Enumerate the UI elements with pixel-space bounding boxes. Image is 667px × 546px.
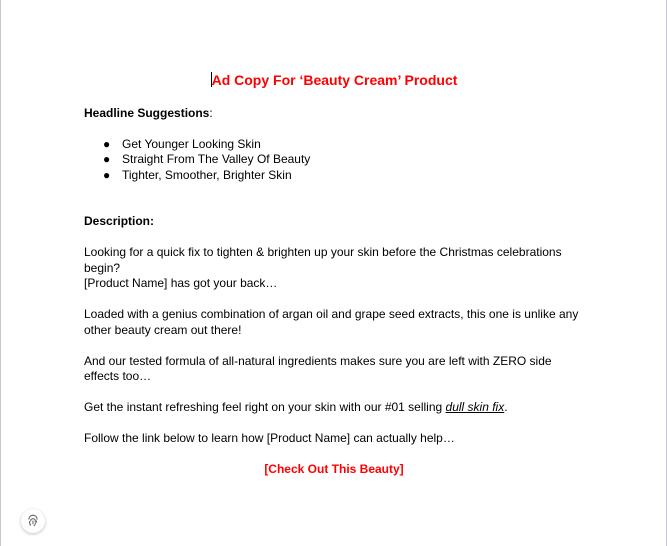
- list-item: [84, 168, 584, 184]
- selling-period: .: [504, 400, 508, 414]
- document-title-text: Ad Copy For ‘Beauty Cream’ Product: [211, 72, 458, 88]
- headline-label-text: Headline Suggestions: [84, 106, 210, 120]
- cta-link[interactable]: [Check Out This Beauty]: [264, 462, 404, 476]
- list-item: [84, 152, 584, 168]
- bullet-icon: ●: [103, 136, 111, 151]
- bullet-icon: ●: [103, 152, 111, 166]
- paragraph-ingredients: Loaded with a genius combination of argan oil and grape seed extracts, this one is unlike any other beauty cream out there!: [84, 307, 579, 337]
- paragraph-follow: Follow the link below to learn how [Product Name] can actually help…: [84, 431, 455, 445]
- document-body[interactable]: [84, 72, 584, 478]
- list-item: [84, 137, 584, 153]
- headline-label-colon: :: [209, 106, 213, 120]
- fingerprint-icon: [26, 514, 40, 528]
- headline-text: Get Younger Looking Skin: [122, 136, 261, 151]
- selling-text: Get the instant refreshing feel right on your skin with our #01 selling: [84, 400, 446, 414]
- headline-text: Tighter, Smoother, Brighter Skin: [122, 167, 292, 182]
- description-label: Description:: [84, 214, 155, 228]
- paragraph-intro: Looking for a quick fix to tighten & brighten up your skin before the Christmas celebrations begin?: [84, 245, 562, 275]
- fingerprint-button[interactable]: [21, 509, 45, 533]
- dull-skin-fix-link[interactable]: dull skin fix: [445, 400, 505, 414]
- paragraph-selling: [84, 400, 584, 416]
- paragraph-formula: And our tested formula of all-natural ingredients makes sure you are left with ZERO side effects too…: [84, 353, 552, 383]
- headline-list: [84, 137, 584, 184]
- headline-text: Straight From The Valley Of Beauty: [122, 152, 311, 166]
- headline-suggestions-label: [84, 106, 584, 122]
- paragraph-intro-2: [Product Name] has got your back…: [84, 276, 278, 290]
- document-title: [84, 72, 584, 89]
- bullet-icon: ●: [103, 167, 111, 182]
